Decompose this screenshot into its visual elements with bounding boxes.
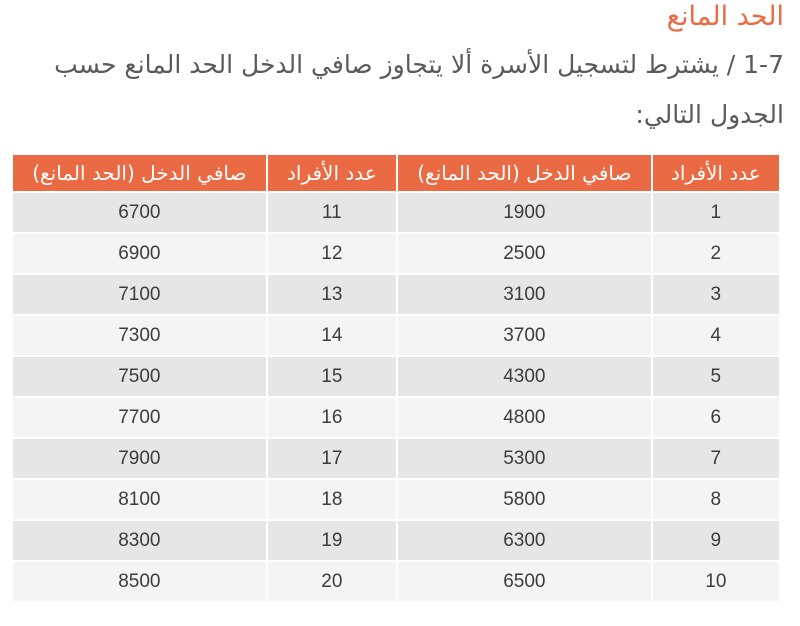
table-row xyxy=(13,398,779,437)
cell-family-members: 3 xyxy=(653,275,779,314)
cell-net-income: 7300 xyxy=(13,316,266,355)
cell-family-members: 4 xyxy=(653,316,779,355)
table-row xyxy=(13,316,779,355)
cell-family-members: 16 xyxy=(268,398,396,437)
cell-net-income: 8100 xyxy=(13,480,266,519)
cell-net-income: 6300 xyxy=(398,521,651,560)
table-row xyxy=(13,193,779,232)
table-row xyxy=(13,480,779,519)
table-body xyxy=(13,193,779,601)
page-title: الحد المانع xyxy=(666,1,784,32)
cell-family-members: 5 xyxy=(653,357,779,396)
table-row xyxy=(13,562,779,601)
table-header-row xyxy=(13,155,779,191)
cell-family-members: 1 xyxy=(653,193,779,232)
cell-net-income: 6500 xyxy=(398,562,651,601)
header-family-members-1: عدد الأفراد xyxy=(653,155,779,191)
table-row xyxy=(13,521,779,560)
header-net-income-1: صافي الدخل (الحد المانع) xyxy=(398,155,651,191)
cell-net-income: 7500 xyxy=(13,357,266,396)
cell-net-income: 3700 xyxy=(398,316,651,355)
cell-net-income: 3100 xyxy=(398,275,651,314)
cell-net-income: 4300 xyxy=(398,357,651,396)
cell-family-members: 20 xyxy=(268,562,396,601)
cell-net-income: 8500 xyxy=(13,562,266,601)
cell-net-income: 1900 xyxy=(398,193,651,232)
cell-net-income: 5800 xyxy=(398,480,651,519)
header-net-income-2: صافي الدخل (الحد المانع) xyxy=(13,155,266,191)
cell-family-members: 14 xyxy=(268,316,396,355)
cell-family-members: 18 xyxy=(268,480,396,519)
cell-net-income: 6700 xyxy=(13,193,266,232)
cell-family-members: 7 xyxy=(653,439,779,478)
header-family-members-2: عدد الأفراد xyxy=(268,155,396,191)
cell-family-members: 12 xyxy=(268,234,396,273)
cell-family-members: 9 xyxy=(653,521,779,560)
intro-paragraph: 1-7 / يشترط لتسجيل الأسرة ألا يتجاوز صافي الدخل الحد المانع حسب الجدول التالي: xyxy=(54,50,784,129)
table-row xyxy=(13,439,779,478)
cell-net-income: 7700 xyxy=(13,398,266,437)
cell-family-members: 17 xyxy=(268,439,396,478)
cell-family-members: 19 xyxy=(268,521,396,560)
cell-family-members: 13 xyxy=(268,275,396,314)
cell-family-members: 11 xyxy=(268,193,396,232)
income-limit-table xyxy=(11,153,781,603)
cell-net-income: 7900 xyxy=(13,439,266,478)
cell-family-members: 6 xyxy=(653,398,779,437)
cell-net-income: 7100 xyxy=(13,275,266,314)
cell-net-income: 8300 xyxy=(13,521,266,560)
cell-net-income: 6900 xyxy=(13,234,266,273)
table-row xyxy=(13,234,779,273)
cell-family-members: 10 xyxy=(653,562,779,601)
cell-net-income: 4800 xyxy=(398,398,651,437)
table-row xyxy=(13,275,779,314)
table-row xyxy=(13,357,779,396)
cell-family-members: 15 xyxy=(268,357,396,396)
cell-family-members: 8 xyxy=(653,480,779,519)
cell-family-members: 2 xyxy=(653,234,779,273)
cell-net-income: 2500 xyxy=(398,234,651,273)
cell-net-income: 5300 xyxy=(398,439,651,478)
